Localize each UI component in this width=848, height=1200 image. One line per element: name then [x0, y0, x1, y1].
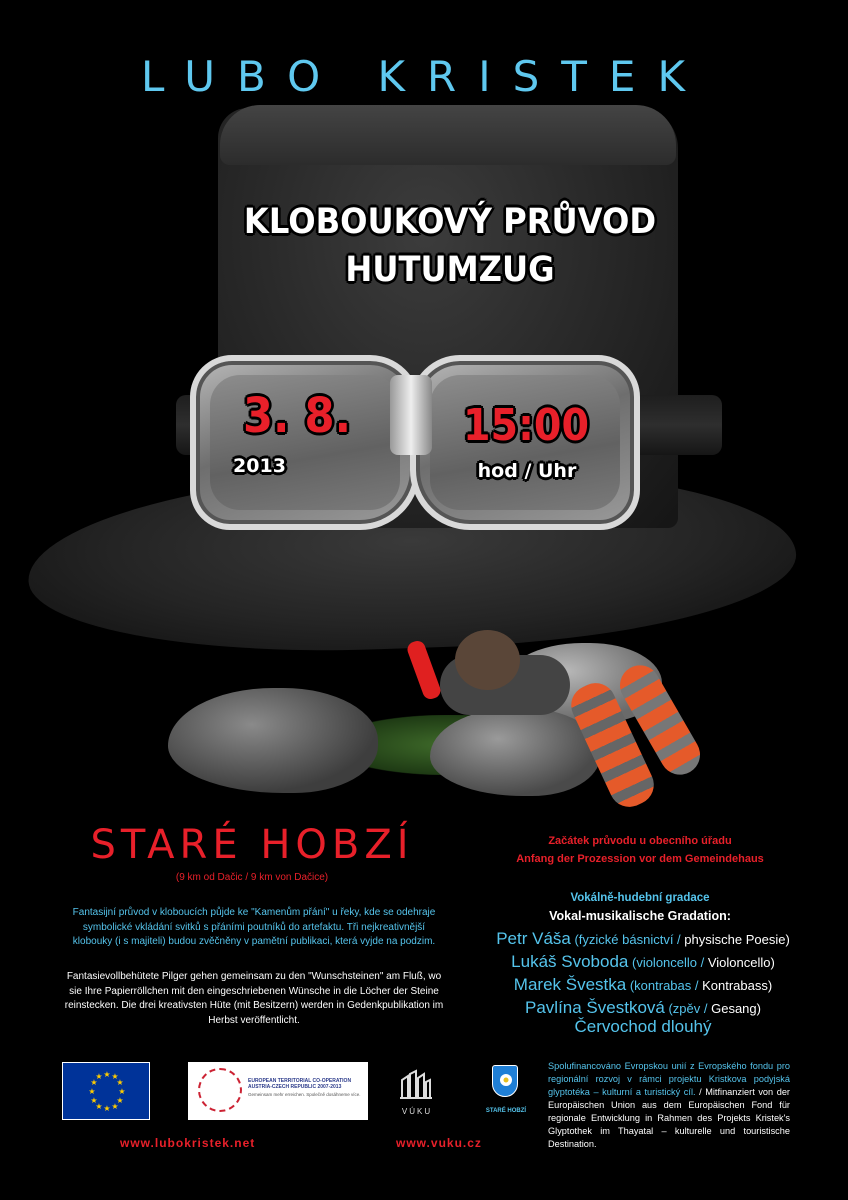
event-title-de: HUTUMZUG [345, 250, 555, 290]
start-info-cz: Začátek průvodu u obecního úřadu [548, 835, 732, 847]
description-cz: Fantasijní průvod v kloboucích půjde ke "Kamenům přání" u řeky, kde se odehraje symbolické vkládání svitků s přáními poutníků do artefaktu. Tři nejkreativnější klobouky (i s majiteli) budou zvěčněny v pamětní publikaci, která vyjde na podzim. [72, 907, 436, 947]
performer: Lukáš Svoboda (violoncello / Violoncello) [511, 952, 775, 971]
figure-arm [405, 639, 442, 702]
event-title-cz: KLOBOUKOVÝ PRŮVOD [243, 202, 657, 242]
event-time: 15:00 [462, 400, 590, 451]
etc-logo-text: EUROPEAN TERRITORIAL CO-OPERATION AUSTRIA-CZECH REPUBLIC 2007-2013 [248, 1078, 352, 1090]
svg-text:★: ★ [111, 1072, 119, 1081]
svg-text:★: ★ [103, 1070, 111, 1079]
svg-text:★: ★ [111, 1102, 119, 1111]
gradation-cz: Vokálně-hudební gradace [570, 892, 710, 904]
event-date: 3. 8. [243, 388, 351, 444]
performer: Petr Váša (fyzické básnictví / physische Poesie) [496, 929, 790, 948]
gradation-de: Vokal-musikalische Gradation: [549, 909, 731, 923]
svg-text:★: ★ [90, 1096, 98, 1105]
svg-text:★: ★ [88, 1087, 96, 1096]
event-time-unit: hod / Uhr [477, 460, 577, 482]
village-crest-icon [492, 1065, 518, 1097]
svg-text:★: ★ [118, 1087, 126, 1096]
description-de: Fantasievollbehütete Pilger gehen gemeinsam zu den "Wunschsteinen" am Fluß, wo sie Ihre Papierröllchen mit den eingeschriebenen Wünsche in die Löcher der Steine reinstecken. Die drei kreativsten Hüte (mit Besitzern) werden in Gedenkpublikation im Herbst veröffentlicht. [64, 971, 444, 1026]
website-link-lubokristek[interactable]: www.lubokristek.net [120, 1136, 256, 1150]
location-name: STARÉ HOBZÍ [90, 822, 414, 868]
vuku-logo-text: VÚKU [401, 1107, 433, 1116]
painted-rock [168, 688, 378, 793]
svg-text:★: ★ [90, 1078, 98, 1087]
website-link-vuku[interactable]: www.vuku.cz [396, 1136, 482, 1150]
svg-text:★: ★ [116, 1078, 124, 1087]
location-distance: (9 km od Dačic / 9 km von Dačice) [175, 872, 329, 883]
funding-note: Spolufinancováno Evropskou unií z Evropského fondu pro regionální rozvoj v rámci projektu Kristkova podyjská glyptotéka – kulturní a turistický cíl. / Mitfinanziert von der Europäischen Union aus dem Europäischen Fond für regionale Entwicklung in Rahmen des Projekts Kristek's Glyptothek im Thayatal – kulturelle und touristische Destination. [548, 1061, 790, 1149]
eu-flag-logo [62, 1062, 150, 1120]
svg-text:★: ★ [95, 1102, 103, 1111]
painted-rock [430, 708, 600, 796]
performer: Červochod dlouhý [574, 1017, 712, 1036]
svg-text:★: ★ [116, 1096, 124, 1105]
hat-crown-top [220, 105, 676, 165]
svg-text:★: ★ [103, 1104, 111, 1113]
start-info-de: Anfang der Prozession vor dem Gemeindehaus [516, 853, 764, 865]
village-crest-text: STARÉ HOBZÍ [485, 1108, 527, 1114]
performer: Marek Švestka (kontrabas / Kontrabass) [513, 975, 773, 994]
event-year: 2013 [233, 455, 286, 477]
goggle-bridge [390, 375, 432, 455]
vuku-logo-icon [398, 1068, 434, 1104]
performer: Pavlína Švestková (zpěv / Gesang) [525, 998, 761, 1017]
figure-head [455, 630, 520, 690]
svg-text:★: ★ [95, 1072, 103, 1081]
etc-logo-slogan: Gemeinsam mehr erreichen. Společně dosáhneme více. [248, 1092, 361, 1097]
artist-name: LUBO KRISTEK [140, 52, 708, 101]
etc-emblem-icon [198, 1068, 242, 1112]
